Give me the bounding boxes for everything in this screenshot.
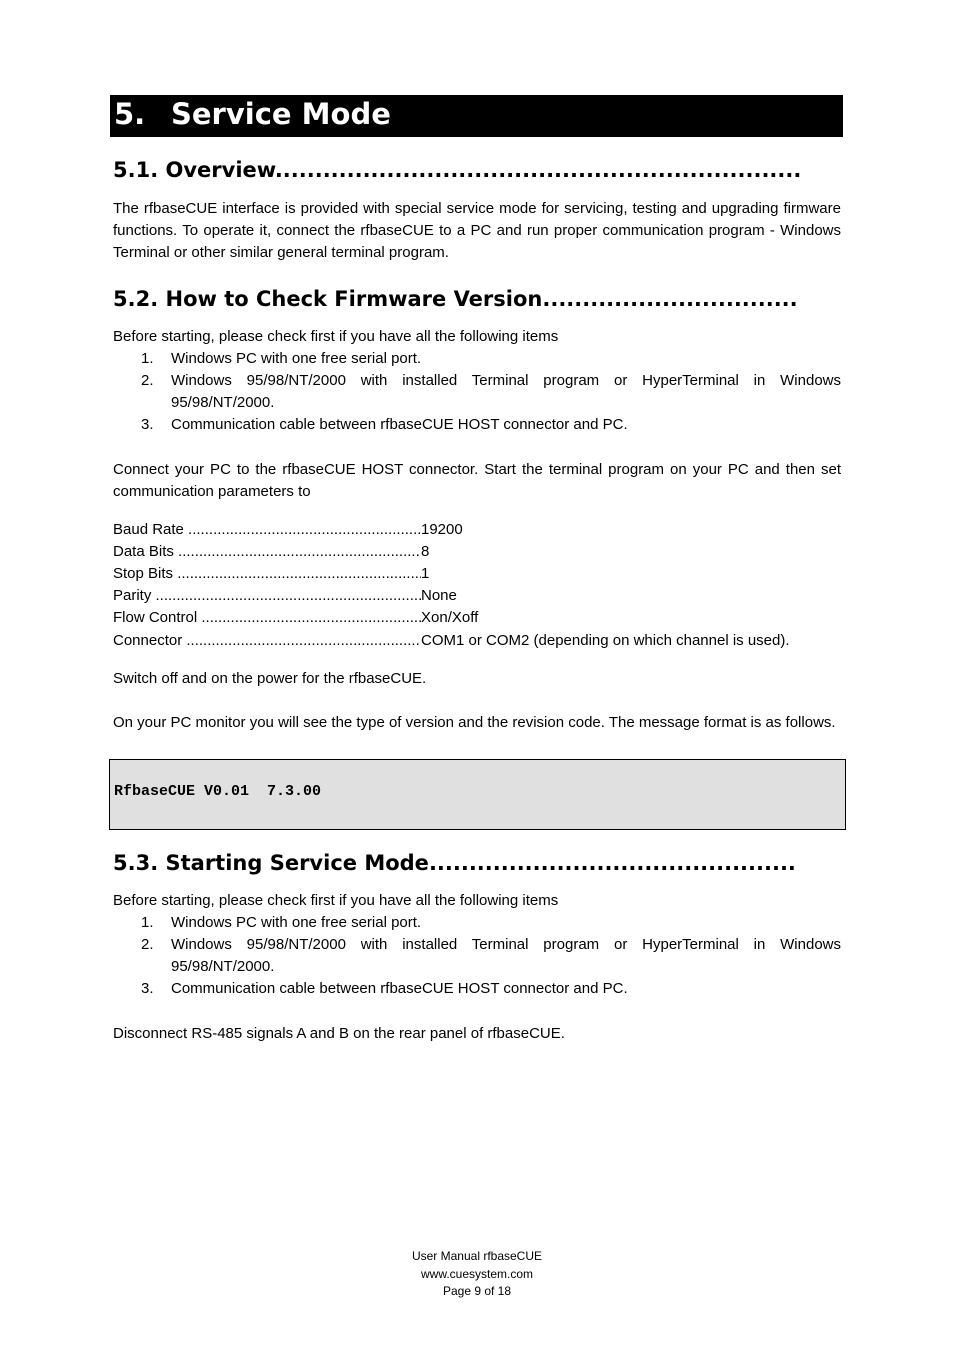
param-value: None xyxy=(421,587,457,604)
param-value: Xon/Xoff xyxy=(421,609,479,626)
footer-title: User Manual rfbaseCUE xyxy=(411,1249,543,1263)
section-title: 5.2. How to Check Firmware Version xyxy=(113,287,543,311)
list-item: 2. Windows 95/98/NT/2000 with installed Terminal program or HyperTerminal in Windows 95/98/NT/2000. xyxy=(141,936,841,975)
param-label: Data Bits ..... xyxy=(113,541,421,563)
param-label: Flow Control ..... xyxy=(113,607,421,629)
leader-dots: .................................................................. xyxy=(274,158,802,182)
param-row xyxy=(113,541,841,563)
param-row xyxy=(113,585,841,607)
param-label: Connector ..... xyxy=(113,630,421,652)
param-value: 19200 xyxy=(421,521,463,538)
overview-paragraph: The rfbaseCUE interface is provided with special service mode for servicing, testing and upgrading firmware functions. To operate it, connect the rfbaseCUE to a PC and run proper communication program - Windows Terminal or other similar general terminal program. xyxy=(113,200,841,261)
param-value: 1 xyxy=(421,565,430,582)
requirements-list xyxy=(113,912,841,1000)
disconnect-paragraph: Disconnect RS-485 signals A and B on the rear panel of rfbaseCUE. xyxy=(113,1025,565,1042)
section-title: 5.1. Overview xyxy=(113,158,275,182)
list-item: 3. Communication cable between rfbaseCUE HOST connector and PC. xyxy=(141,416,628,433)
connect-paragraph: Connect your PC to the rfbaseCUE HOST connector. Start the terminal program on your PC and then set communication parameters to xyxy=(113,461,841,500)
param-label: Baud Rate ..... xyxy=(113,519,421,541)
code-text: RfbaseCUE V0.01 7.3.00 xyxy=(114,783,322,800)
list-item: 2. Windows 95/98/NT/2000 with installed Terminal program or HyperTerminal in Windows 95/98/NT/2000. xyxy=(141,372,841,411)
param-value: 8 xyxy=(421,543,430,560)
param-row xyxy=(113,607,841,629)
param-label: Stop Bits ..... xyxy=(113,563,421,585)
param-value: COM1 or COM2 (depending on which channel is used). xyxy=(421,632,790,649)
chapter-number: 5. xyxy=(114,97,146,131)
footer-website: www.cuesystem.com xyxy=(420,1267,534,1281)
requirements-list xyxy=(113,348,841,436)
list-item: 3. Communication cable between rfbaseCUE HOST connector and PC. xyxy=(141,980,628,997)
param-row xyxy=(113,630,841,652)
monitor-paragraph: On your PC monitor you will see the type of version and the revision code. The message format is as follows. xyxy=(113,714,836,731)
leader-dots: .............................................. xyxy=(428,851,796,875)
list-item: 1. Windows PC with one free serial port. xyxy=(141,350,422,367)
param-row xyxy=(113,563,841,585)
chapter-title: Service Mode xyxy=(171,97,391,131)
footer-page-number: Page 9 of 18 xyxy=(442,1284,512,1298)
param-label: Parity ..... xyxy=(113,585,421,607)
leader-dots: ................................ xyxy=(542,287,798,311)
section-heading-firmware-version xyxy=(113,285,841,313)
section-heading-starting-service-mode xyxy=(113,849,841,877)
list-item: 1. Windows PC with one free serial port. xyxy=(141,914,422,931)
section-title: 5.3. Starting Service Mode xyxy=(113,851,429,875)
section-heading-overview xyxy=(113,156,841,184)
code-box xyxy=(109,759,846,830)
chapter-heading xyxy=(110,95,843,137)
requirements-intro: Before starting, please check first if you have all the following items xyxy=(113,328,559,345)
switch-paragraph: Switch off and on the power for the rfbaseCUE. xyxy=(113,670,427,687)
requirements-intro: Before starting, please check first if you have all the following items xyxy=(113,892,559,909)
param-row xyxy=(113,519,841,541)
